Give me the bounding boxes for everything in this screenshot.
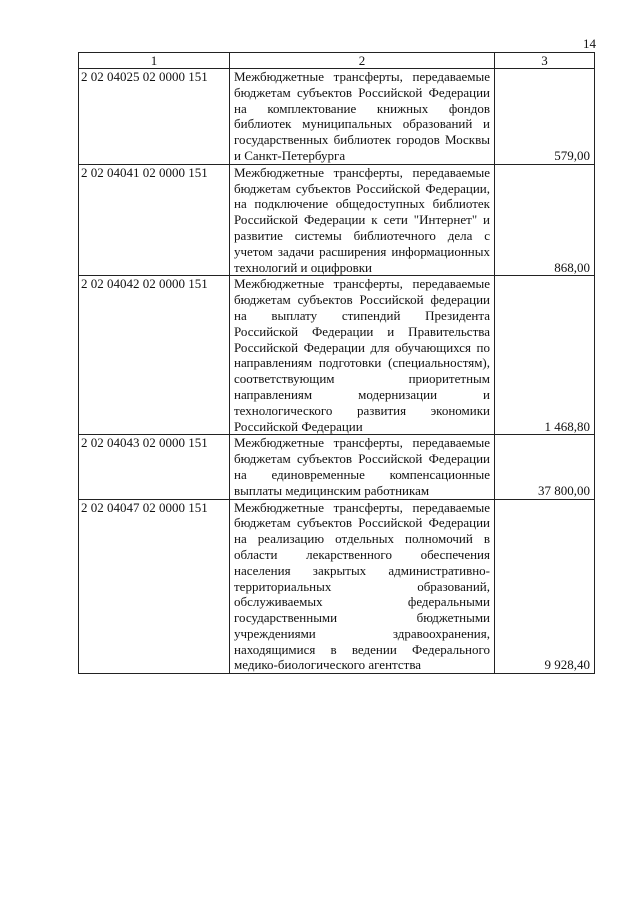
description-cell: Межбюджетные трансферты, передаваемые бюджетам субъектов Российской Федерации на комплектование книжных фондов библиотек муниципальных образований и государственных библиотек городов Москвы и Санкт-Петербурга — [230, 69, 495, 165]
description-cell: Межбюджетные трансферты, передаваемые бюджетам субъектов Российской Федерации на единовременные компенсационные выплаты медицинским работникам — [230, 435, 495, 499]
table-row — [79, 164, 595, 276]
column-header-code: 1 — [79, 53, 230, 69]
budget-code-cell: 2 02 04025 02 0000 151 — [79, 69, 230, 165]
budget-table — [78, 52, 595, 674]
amount-cell: 37 800,00 — [495, 435, 595, 499]
table-row — [79, 435, 595, 499]
column-header-amount: 3 — [495, 53, 595, 69]
page-number: 14 — [583, 36, 596, 51]
description-cell: Межбюджетные трансферты, передаваемые бюджетам субъектов Российской Федерации на реализацию отдельных полномочий в области лекарственного обеспечения населения закрытых административно-территориальных образований, обслуживаемых федеральными государственными бюджетными учреждениями здравоохранения, находящимися в ведении Федерального медико-биологического агентства — [230, 499, 495, 674]
budget-code-cell: 2 02 04043 02 0000 151 — [79, 435, 230, 499]
amount-cell: 579,00 — [495, 69, 595, 165]
table-row — [79, 499, 595, 674]
description-cell: Межбюджетные трансферты, передаваемые бюджетам субъектов Российской федерации на выплату стипендий Президента Российской Федерации и Правительства Российской Федерации для обучающихся по направлениям подготовки (специальностям), соответствующим приоритетным направлениям модернизации и технологического развития экономики Российской Федерации — [230, 276, 495, 435]
description-cell: Межбюджетные трансферты, передаваемые бюджетам субъектов Российской Федерации, на подключение общедоступных библиотек Российской Федерации к сети "Интернет" и развитие системы библиотечного дела с учетом задачи расширения информационных технологий и оцифровки — [230, 164, 495, 276]
table-row — [79, 276, 595, 435]
budget-code-cell: 2 02 04042 02 0000 151 — [79, 276, 230, 435]
amount-cell: 1 468,80 — [495, 276, 595, 435]
budget-code-cell: 2 02 04047 02 0000 151 — [79, 499, 230, 674]
table-row — [79, 69, 595, 165]
table-header-row — [79, 53, 595, 69]
amount-cell: 868,00 — [495, 164, 595, 276]
amount-cell: 9 928,40 — [495, 499, 595, 674]
budget-code-cell: 2 02 04041 02 0000 151 — [79, 164, 230, 276]
column-header-description: 2 — [230, 53, 495, 69]
